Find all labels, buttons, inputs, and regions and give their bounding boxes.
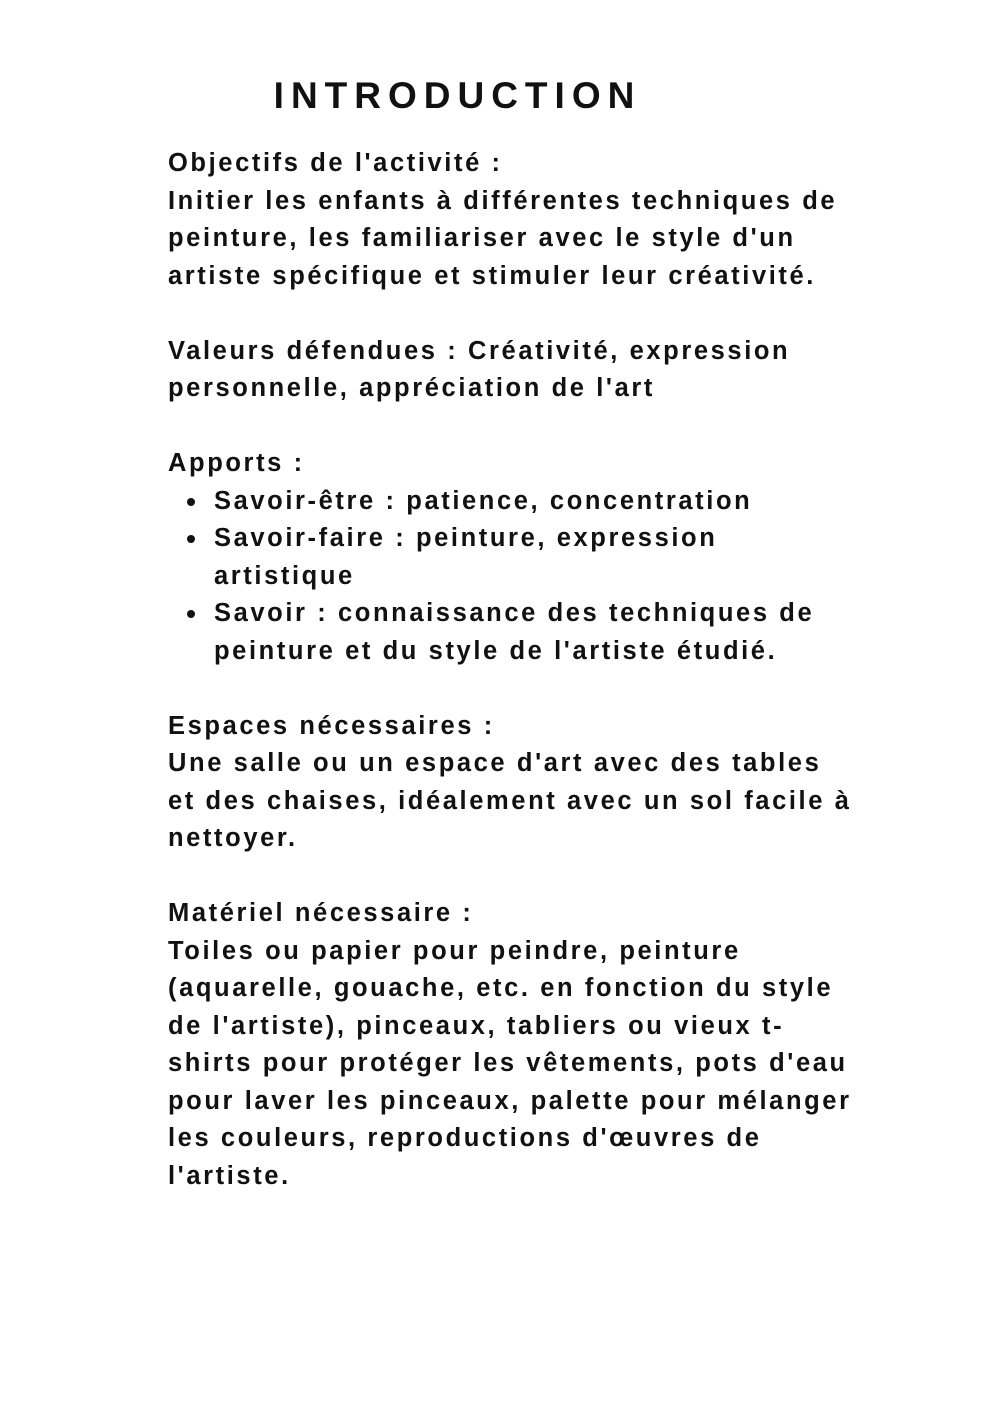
section-materiel [168,895,858,1195]
document-content [168,145,858,1233]
list-item [214,483,858,521]
list-item-text: Savoir-faire : peinture, expression artistique [214,524,718,590]
bullet-icon [187,610,195,618]
bullet-icon [187,498,195,506]
list-item [214,520,858,595]
bullet-icon [187,535,195,543]
section-espaces [168,708,858,858]
list-item-text: Savoir-être : patience, concentration [214,486,753,515]
list-item [214,595,858,670]
objectifs-body: Initier les enfants à différentes techniques de peinture, les familiariser avec le style d'un artiste spécifique et stimuler leur créativité. [168,186,838,290]
page-title: INTRODUCTION [273,75,642,116]
materiel-body: Toiles ou papier pour peindre, peinture (aquarelle, gouache, etc. en fonction du style de l'artiste), pinceaux, tabliers ou vieux t-shirts pour protéger les vêtements, pots d'eau pour laver les pinceaux, palette pour mélanger les couleurs, reproductions d'œuvres de l'artiste. [168,936,852,1190]
materiel-heading: Matériel nécessaire : [168,899,474,927]
espaces-heading: Espaces nécessaires : [168,711,495,740]
objectifs-heading: Objectifs de l'activité : [168,149,503,177]
valeurs-body: Valeurs défendues : Créativité, expression personnelle, appréciation de l'art [168,336,791,402]
section-apports [168,445,858,670]
espaces-body: Une salle ou un espace d'art avec des tables et des chaises, idéalement avec un sol facile à nettoyer. [168,749,852,852]
section-valeurs [168,333,858,408]
apports-list [168,483,858,671]
section-objectifs [168,145,858,295]
apports-heading: Apports : [168,449,305,477]
list-item-text: Savoir : connaissance des techniques de peinture et du style de l'artiste étudié. [214,599,815,665]
